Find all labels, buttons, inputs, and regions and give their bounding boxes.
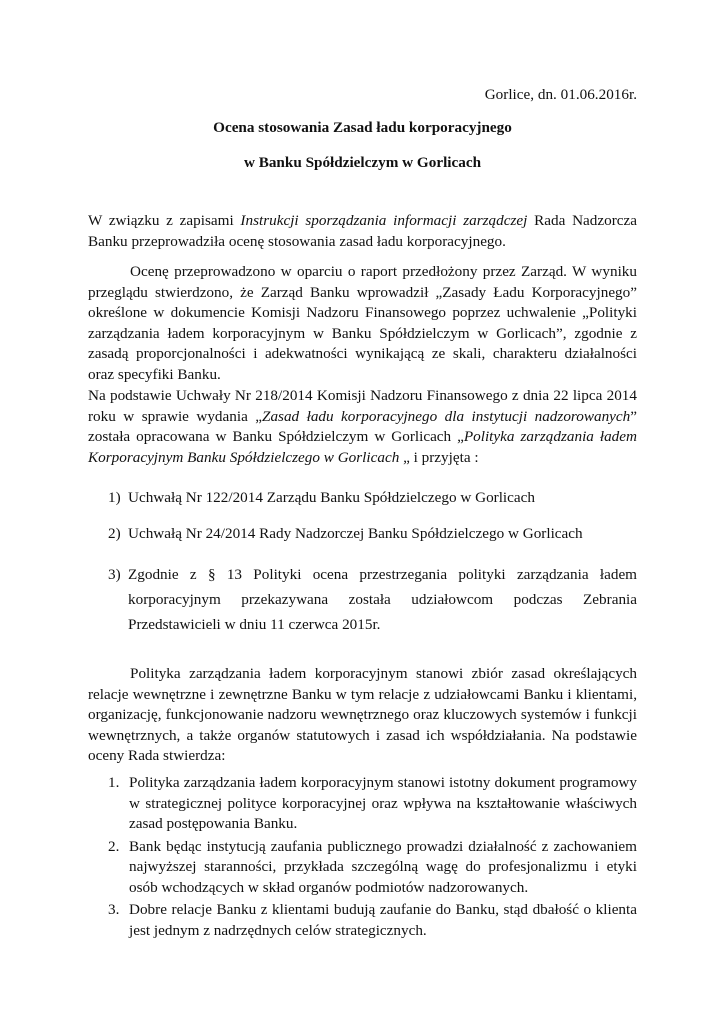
intro-paragraph [88, 211, 637, 252]
list-item-text: Zgodnie z § 13 Polityki ocena przestrzegania polityki zarządzania ładem korporacyjnym przekazywana została udziałowcom podczas Zebrania Przedstawicieli w dniu 11 czerwca 2015r. [128, 566, 637, 633]
list-item [88, 562, 637, 637]
list-item-number: 3) [108, 566, 121, 583]
list-item-text: Dobre relacje Banku z klientami budują zaufanie do Banku, stąd dbałość o klienta jest jednym z nadrzędnych celów strategicznych. [129, 901, 637, 939]
list-item-number: 2) [108, 525, 121, 542]
document-subtitle: w Banku Spółdzielczym w Gorlicach [243, 154, 482, 171]
list-item-number: 1) [108, 489, 121, 506]
policy-paragraph: Polityka zarządzania ładem korporacyjnym stanowi zbiór zasad określających relacje wewnętrzne i zewnętrzne Banku w tym relacje z udziałowcami Banku i klientami, organizację, funkcjonowanie nadzoru wewnętrznego oraz kluczowych systemów i funkcji wewnętrznych, a także organów statutowych i zasad ich współdziałania. Na podstawie oceny Rada stwierdza: [88, 665, 637, 764]
list-item [88, 488, 637, 508]
intro-text-2: Rada Nadzorcza Banku przeprowadziła ocenę stosowania zasad ładu korporacyjnego. [88, 212, 637, 250]
findings-list [88, 773, 637, 943]
place-date: Gorlice, dn. 01.06.2016r. [484, 86, 637, 103]
legal-basis-text-3: „ i przyjęta : [399, 448, 479, 466]
list-item [88, 773, 637, 835]
list-item [88, 900, 637, 941]
assessment-paragraph: Ocenę przeprowadzono w oparciu o raport przedłożony przez Zarząd. W wyniku przeglądu stwierdzono, że Zarząd Banku wprowadził „Zasady Ładu Korporacyjnego” określone w dokumencie Komisji Nadzoru Finansowego poprzez uchwalenie „Polityki zarządzania ładem korporacyjnym w Banku Spółdzielczym w Gorlicach”, zgodnie z zasadą proporcjonalności i adekwatności wynikającą ze skali, charakteru działalności oraz specyfiki Banku. [88, 263, 637, 383]
intro-text-1: W związku z zapisami [88, 212, 241, 229]
list-item-number: 1. [108, 774, 120, 791]
adoption-list-1 [88, 488, 637, 508]
legal-basis-italic-2: Polityka zarządzania ładem Korporacyjnym Banku Spółdzielczego w Gorlicach [88, 428, 637, 466]
list-item-text: Bank będąc instytucją zaufania publicznego prowadzi działalność z zachowaniem najwyższej staranności, przykłada szczególną wagę do profesjonalizmu i etyki osób wchodzących w skład organów podmiotów nadzorowanych. [129, 837, 637, 896]
list-item-text: Uchwałą Nr 122/2014 Zarządu Banku Spółdzielczego w Gorlicach [128, 489, 535, 506]
legal-basis-text-1: Na podstawie Uchwały Nr 218/2014 Komisji Nadzoru Finansowego z dnia 22 lipca 2014 roku w sprawie wydania „ [88, 387, 637, 425]
legal-basis-paragraph [88, 386, 637, 468]
list-item-text: Uchwałą Nr 24/2014 Rady Nadzorczej Banku Spółdzielczego w Gorlicach [128, 525, 583, 542]
list-item [88, 524, 637, 544]
list-item-text: Polityka zarządzania ładem korporacyjnym stanowi istotny dokument programowy w strategicznej polityce korporacyjnej oraz wpływa na kształtowanie właściwych zasad postępowania Banku. [129, 774, 637, 832]
adoption-list-3 [88, 562, 637, 637]
adoption-list-2 [88, 524, 637, 544]
document-title: Ocena stosowania Zasad ładu korporacyjnego [213, 119, 512, 136]
list-item-number: 3. [108, 901, 120, 918]
legal-basis-text-2: ” została opracowana w Banku Spółdzielczym w Gorlicach „ [88, 407, 637, 445]
legal-basis-italic-1: Zasad ładu korporacyjnego dla instytucji nadzorowanych [262, 407, 631, 425]
list-item [88, 837, 637, 899]
intro-italic-reference: Instrukcji sporządzania informacji zarządczej [240, 212, 528, 229]
list-item-number: 2. [108, 837, 120, 855]
